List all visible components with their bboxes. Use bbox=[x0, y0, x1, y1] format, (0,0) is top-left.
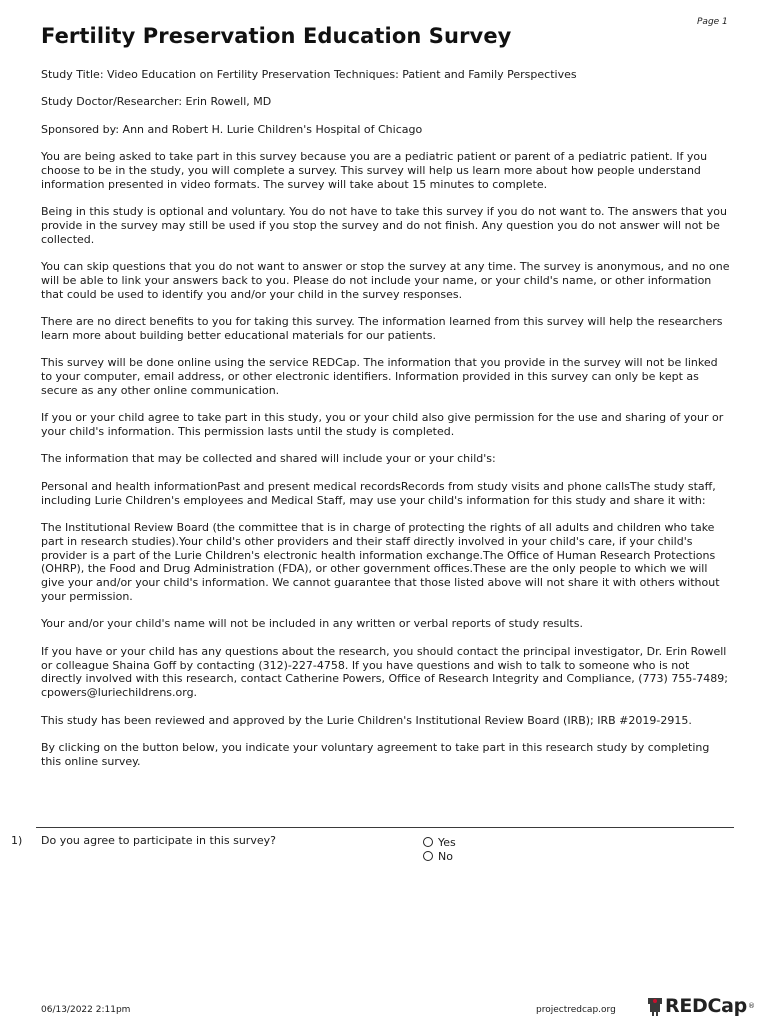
irb-paragraph: This study has been reviewed and approved by the Lurie Children's Institutional Review Board (IRB); IRB #2019-2915. bbox=[41, 713, 692, 727]
option-yes-label: Yes bbox=[438, 835, 456, 849]
anonymity-paragraph: You can skip questions that you do not want to answer or stop the survey at any time. The survey is anonymous, and no one will be able to link your answers back to you. Please do not include your name, or your child's name, or other information that could be used to identify you and/or your child in the survey responses. bbox=[41, 260, 730, 301]
sponsor-line: Sponsored by: Ann and Robert H. Lurie Children's Hospital of Chicago bbox=[41, 122, 423, 136]
question-divider bbox=[36, 827, 734, 828]
registered-mark: ® bbox=[747, 1002, 755, 1010]
study-doctor-line: Study Doctor/Researcher: Erin Rowell, MD bbox=[41, 95, 272, 109]
option-yes[interactable] bbox=[423, 835, 456, 849]
benefits-paragraph: There are no direct benefits to you for taking this survey. The information learned from this survey will help the researchers learn more about building better educational materials for our patients. bbox=[41, 315, 723, 342]
contact-paragraph: If you have or your child has any questions about the research, you should contact the principal investigator, Dr. Erin Rowell or colleague Shaina Goff by contacting (312)-227-4758. If you have questions and wish to talk to someone who is not directly involved with this research, contact Catherine Powers, Office of Research Integrity and Compliance, (773) 755-7489; cpowers@luriechildrens.org. bbox=[41, 644, 729, 700]
footer-date: 06/13/2022 2:11pm bbox=[41, 1005, 131, 1015]
sharing-paragraph: The Institutional Review Board (the committee that is in charge of protecting the rights of all adults and children who take part in research studies).Your child's other providers and their staff directly involved in your child's care, if your child's provider is a part of the Lurie Children's electronic health information exchange.The Office of Human Research Protections (OHRP), the Food and Drug Administration (FDA), or other government offices.These are the only people to which we will give your and/or your child's information. We cannot guarantee that those listed above will not share it with others without your permission. bbox=[41, 521, 720, 604]
question-text: Do you agree to participate in this survey? bbox=[41, 834, 276, 847]
radio-no[interactable] bbox=[423, 851, 433, 861]
redcap-logo-word: REDCap bbox=[665, 995, 747, 1017]
footer-site: projectredcap.org bbox=[536, 1005, 616, 1015]
reports-paragraph: Your and/or your child's name will not be included in any written or verbal reports of study results. bbox=[41, 617, 583, 631]
study-title-line: Study Title: Video Education on Fertility Preservation Techniques: Patient and Family Perspectives bbox=[41, 68, 577, 81]
collected-info-paragraph: The information that may be collected and shared will include your or your child's: bbox=[41, 452, 496, 466]
option-no-label: No bbox=[438, 849, 453, 863]
radio-yes[interactable] bbox=[423, 837, 433, 847]
question-number: 1) bbox=[11, 834, 23, 847]
redcap-paragraph: This survey will be done online using the service REDCap. The information that you provide in the survey will not be linked to your computer, email address, or other electronic identifiers. Information provided in this survey can only be kept as secure as any other online communication. bbox=[41, 356, 718, 397]
permission-paragraph: If you or your child agree to take part in this study, you or your child also give permission for the use and sharing of your or your child's information. This permission lasts until the study is completed. bbox=[41, 411, 724, 439]
page-number: Page 1 bbox=[697, 17, 728, 27]
option-no[interactable] bbox=[423, 849, 456, 863]
records-paragraph: Personal and health informationPast and present medical recordsRecords from study visits and phone callsThe study staff, including Lurie Children's employees and Medical Staff, may use your child's information for this study and share it with: bbox=[41, 479, 716, 507]
purpose-paragraph: You are being asked to take part in this survey because you are a pediatric patient or parent of a pediatric patient. If you choose to be in the study, you will complete a survey. This survey will help us learn more about how people understand information presented in video formats. The survey will take about 15 minutes to complete. bbox=[41, 150, 708, 191]
redcap-logo bbox=[645, 995, 755, 1017]
answer-options bbox=[423, 835, 456, 863]
consent-body bbox=[41, 68, 731, 782]
voluntary-paragraph: Being in this study is optional and voluntary. You do not have to take this survey if you do not want to. The answers that you provide in the survey may still be used if you stop the survey and do not finish. Any question you do not answer will not be collected. bbox=[41, 205, 727, 246]
agreement-paragraph: By clicking on the button below, you indicate your voluntary agreement to take part in this research study by completing this online survey. bbox=[41, 741, 710, 768]
survey-title: Fertility Preservation Education Survey bbox=[41, 24, 512, 48]
redcap-logo-icon bbox=[645, 995, 665, 1017]
